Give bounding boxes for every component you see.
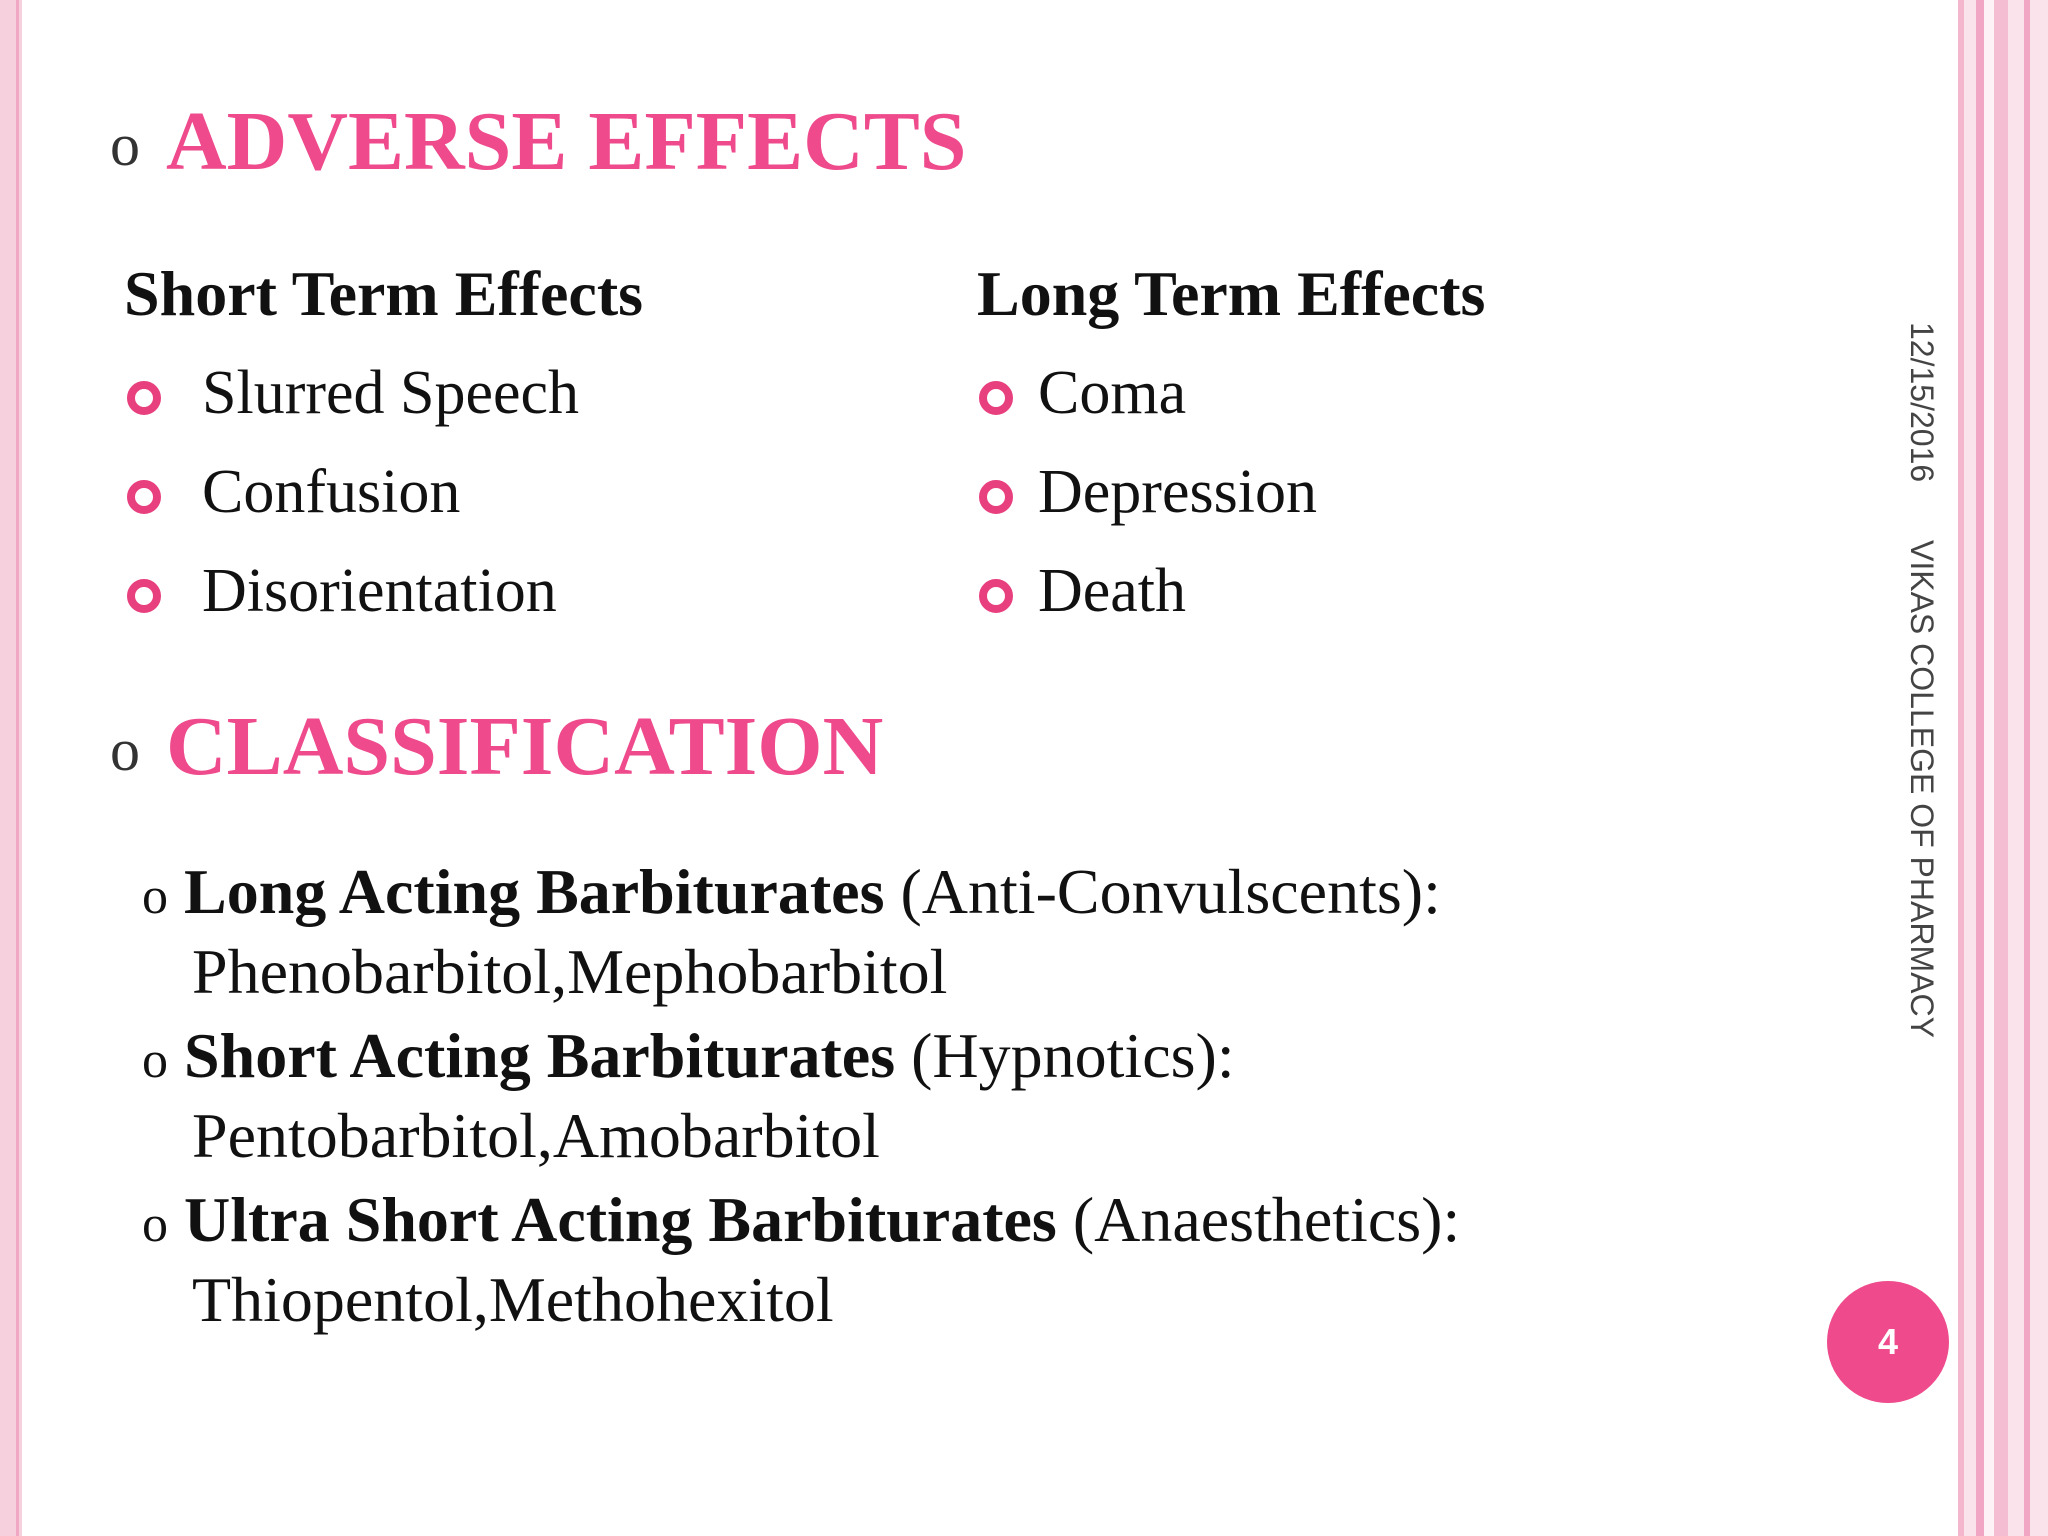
right-border-stripe <box>1994 0 2008 1536</box>
right-border-stripe <box>1984 0 1994 1536</box>
slide-date: 12/15/2016 <box>1904 322 1940 483</box>
class-drugs: Pentobarbitol,Amobarbitol <box>192 1100 880 1171</box>
bullet-ring-icon <box>979 480 1013 514</box>
bullet-ring-icon <box>127 381 161 415</box>
long-term-item: Depression <box>1038 458 1317 526</box>
bullet-ring-icon <box>127 579 161 613</box>
short-term-item: Confusion <box>202 458 461 526</box>
classification-item <box>142 1184 1461 1255</box>
class-note: (Anti-Convulscents): <box>884 856 1441 927</box>
item-bullet: o <box>142 1196 168 1253</box>
item-bullet: o <box>142 1032 168 1089</box>
heading-text: ADVERSE EFFECTS <box>166 95 967 188</box>
bullet-ring-icon <box>979 579 1013 613</box>
short-term-item: Disorientation <box>202 557 557 625</box>
class-note: (Anaesthetics): <box>1056 1184 1461 1255</box>
right-border-stripe <box>1964 0 1976 1536</box>
classification-item <box>142 856 1441 927</box>
class-note: (Hypnotics): <box>895 1020 1235 1091</box>
right-border-stripe <box>2024 0 2030 1536</box>
short-term-heading: Short Term Effects <box>124 258 644 329</box>
classification-heading <box>110 700 884 793</box>
heading-bullet: o <box>110 112 140 178</box>
long-term-item: Coma <box>1038 359 1187 427</box>
short-term-item: Slurred Speech <box>202 359 580 427</box>
bullet-ring-icon <box>979 381 1013 415</box>
class-name: Long Acting Barbiturates <box>184 856 885 927</box>
long-term-item: Death <box>1038 557 1187 625</box>
heading-bullet: o <box>110 717 140 783</box>
adverse-effects-heading <box>110 95 967 188</box>
right-border-stripe <box>1976 0 1984 1536</box>
class-drugs: Phenobarbitol,Mephobarbitol <box>192 936 948 1007</box>
left-border-line <box>16 0 19 1536</box>
institution-name: VIKAS COLLEGE OF PHARMACY <box>1904 540 1940 1038</box>
item-bullet: o <box>142 868 168 925</box>
class-name: Ultra Short Acting Barbiturates <box>184 1184 1057 1255</box>
heading-text: CLASSIFICATION <box>166 700 884 793</box>
class-drugs: Thiopentol,Methohexitol <box>192 1264 834 1335</box>
long-term-heading: Long Term Effects <box>977 258 1486 329</box>
classification-item <box>142 1020 1235 1091</box>
page-number-badge: 4 <box>1827 1281 1949 1403</box>
class-name: Short Acting Barbiturates <box>184 1020 896 1091</box>
bullet-ring-icon <box>127 480 161 514</box>
